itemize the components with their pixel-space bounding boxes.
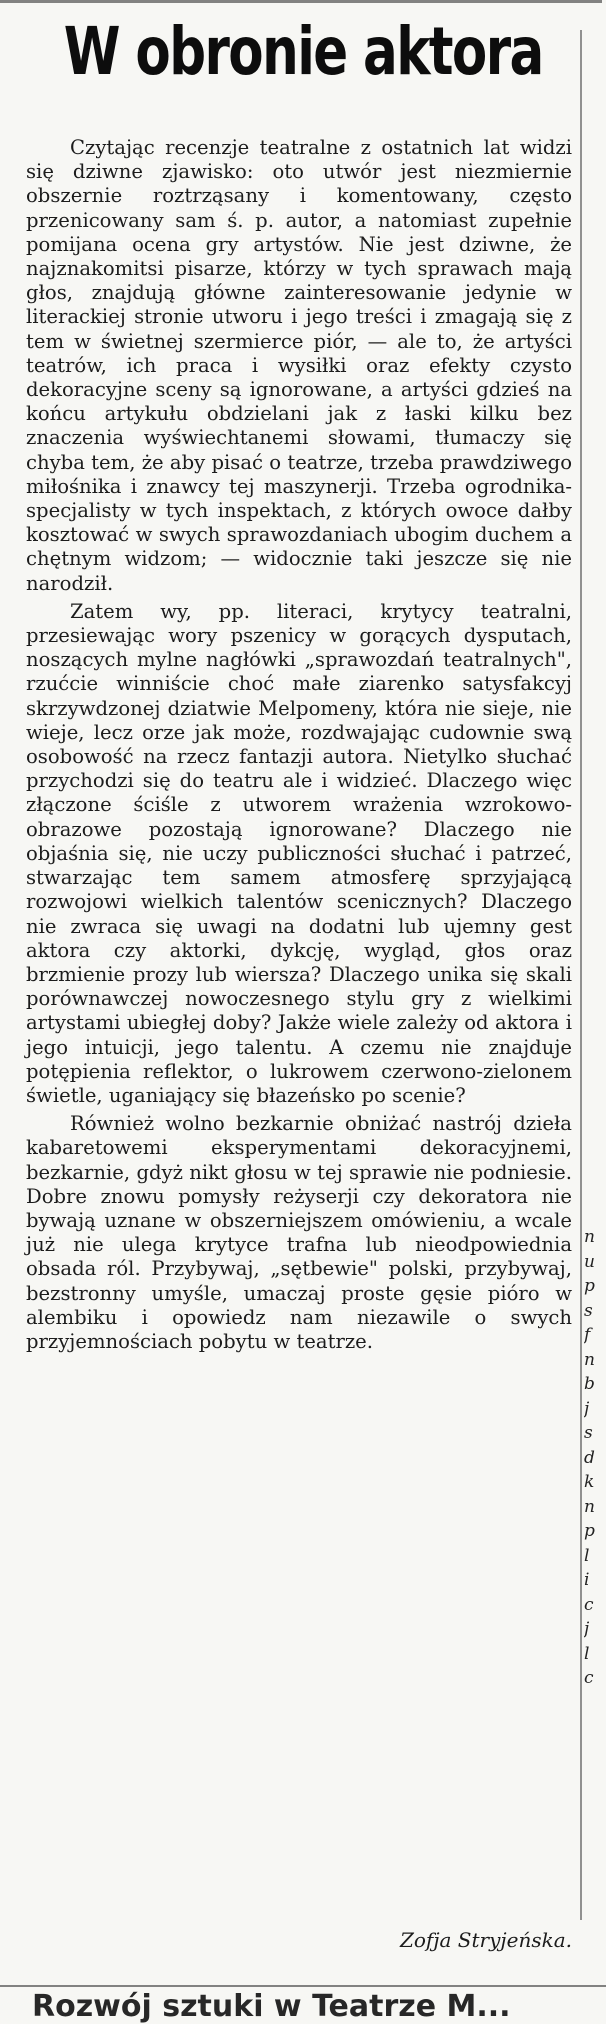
adjacent-column-letter: s bbox=[584, 1423, 593, 1443]
adjacent-column-letter: l bbox=[584, 1643, 590, 1664]
adjacent-column-letter: n bbox=[584, 1227, 595, 1247]
adjacent-column-letter: i bbox=[584, 1570, 590, 1590]
article-paragraph: Również wolno bezkarnie obniżać nastrój dzieła kabaretowemi eksperymentami dekoracyjnemi, bezkarnie, gdyż nikt głosu w tej sprawie nie podniesie. Dobre znowu pomysły reżyserji czy dekoratora nie bywają uznane w obszerniejszem omówieniu, a wcale już nie ulega krytyce trafna lub nieodpowiednia obsada ról. Przybywaj, „sętbewie" polski, przybywaj, bezstronny umyśle, umaczaj proste gęsie pióro w alembiku i opowiedz nam niezawile o swych przyjemnościach pobytu w teatrze. bbox=[26, 1112, 572, 1353]
adjacent-column-fragment bbox=[584, 1225, 606, 1691]
adjacent-column-letter: k bbox=[584, 1472, 595, 1492]
adjacent-column-letter: f bbox=[584, 1325, 591, 1345]
article-paragraph: Zatem wy, pp. literaci, krytycy teatralni, przesiewając wory pszenicy w gorących dysputach, noszących mylne nagłówki „sprawozdań teatralnych", rzućcie winniście choć małe ziarenko satysfakcyj skrzywdzonej dziatwie Melpomeny, która nie sieje, nie wieje, lecz orze jak może, rozdwajając cudownie swą osobowość na rzecz fantazji autora. Nietylko słuchać przychodzi się do teatru ale i widzieć. Dlaczego więc złączone ściśle z utworem wrażenia wzrokowo-obrazowe pozostają ignorowane? Dlaczego nie objaśnia się, nie uczy publiczności słuchać i patrzeć, stwarzając tem samem atmosferę sprzyjającą rozwojowi wielkich talentów scenicznych? Dlaczego nie zwraca się uwagi na dodatni lub ujemny gest aktora czy aktorki, dykcję, wygląd, głos oraz brzmienie prozy lub wiersza? Dlaczego unika się skali porównawczej nowoczesnego stylu gry z wielkimi artystami ubiegłej doby? Jakże wiele zależy od aktora i jego intuicji, jego talentu. A czemu nie znajduje potępienia reflektor, o lukrowem czerwono-zielonem świetle, uganiający się błazeńsko po scenie? bbox=[26, 599, 572, 1107]
adjacent-column-letter: p bbox=[584, 1276, 595, 1296]
column-divider bbox=[580, 30, 582, 1920]
top-rule bbox=[0, 0, 602, 3]
author-signature: Zofja Stryjeńska. bbox=[399, 1928, 572, 1952]
adjacent-column-letter: n bbox=[584, 1349, 595, 1370]
bottom-rule bbox=[0, 1985, 606, 1987]
article-paragraph: Czytając recenzje teatralne z ostatnich lat widzi się dziwne zjawisko: oto utwór jest niezmiernie obszernie roztrząsany i komentowany, często przenicowany sam ś. p. autor, a natomiast zupełnie pomijana ocena gry artystów. Nie jest dziwne, że najznakomitsi pisarze, którzy w tych sprawach mają głos, znajdują główne zainteresowanie jedynie w literackiej stronie utworu i jego treści i zmagają się z tem w świetnej szermierce piór, — ale to, że artyści teatrów, ich praca i wysiłki oraz efekty czysto dekoracyjne sceny są ignorowane, a artyści gdzieś na końcu artykułu obdzielani jak z łaski kilku bez znaczenia wyświechtanemi słowami, tłumaczy się chyba tem, że aby pisać o teatrze, trzeba prawdziwego miłośnika i znawcy tej maszynerji. Trzeba ogrodnika-specjalisty w tych inspektach, z których owoce dałby kosztować w swych sprawozdaniach ubogim duchem a chętnym widzom; — widocznie taki jeszcze się nie narodził. bbox=[26, 136, 572, 595]
adjacent-column-letter: c bbox=[584, 1594, 594, 1615]
adjacent-column-letter: j bbox=[584, 1398, 590, 1419]
adjacent-column-letter: n bbox=[584, 1496, 595, 1517]
adjacent-column-letter: l bbox=[584, 1545, 590, 1566]
adjacent-column-letter: u bbox=[584, 1251, 595, 1272]
article-body bbox=[26, 136, 572, 1358]
adjacent-column-letter: c bbox=[584, 1668, 594, 1688]
article-title: W obronie aktora bbox=[63, 13, 543, 90]
adjacent-column-letter: s bbox=[584, 1300, 593, 1321]
adjacent-column-letter: b bbox=[584, 1374, 595, 1394]
adjacent-column-letter: p bbox=[584, 1521, 595, 1541]
adjacent-column-letter: j bbox=[584, 1619, 590, 1639]
adjacent-column-letter: d bbox=[584, 1447, 595, 1468]
next-article-headline: Rozwój sztuki w Teatrze M... bbox=[32, 1989, 511, 2024]
